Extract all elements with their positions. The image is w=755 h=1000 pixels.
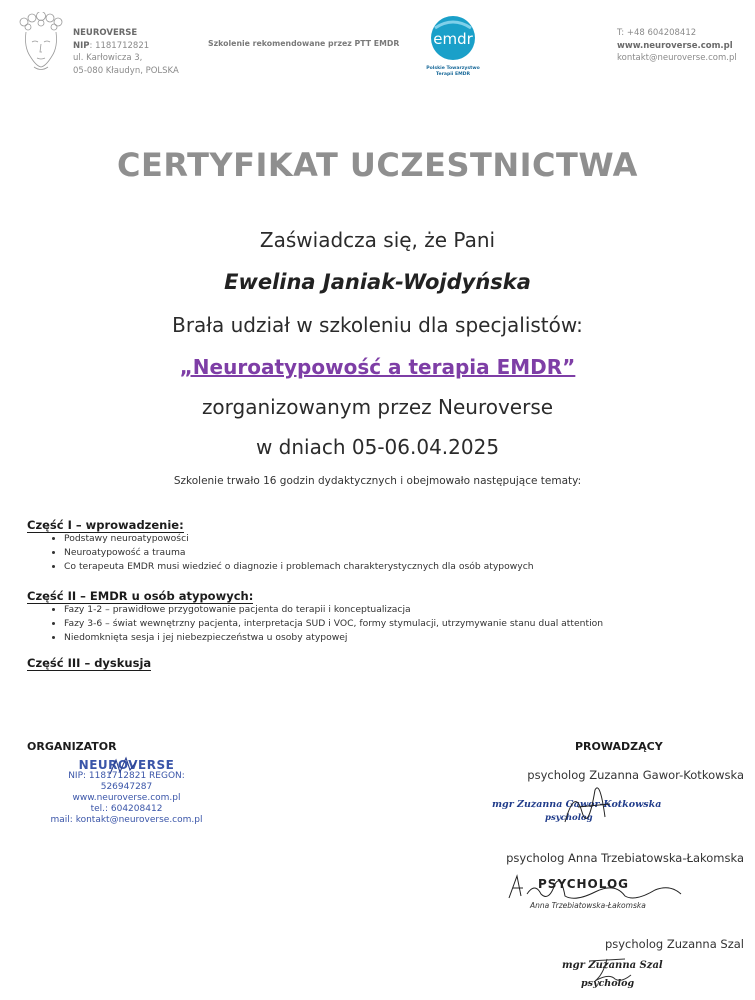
list-item: • Co terapeuta EMDR musi wiedzieć o diagnozie i problemach charakterystycznych dla osób atypowych xyxy=(64,560,534,574)
presenter-2-signature-icon xyxy=(505,872,685,908)
org-street: ul. Karłowicza 3, xyxy=(73,53,143,63)
recommendation-text: Szkolenie rekomendowane przez PTT EMDR xyxy=(208,39,400,48)
section-3-heading-text: Część III – dyskusja xyxy=(27,656,152,670)
presenter-2-title-text: psycholog Anna Trzebiatowska-Łakomska xyxy=(506,851,744,865)
section-1-list xyxy=(46,532,534,574)
participation-line: Brała udział w szkoleniu dla specjalistów: xyxy=(172,313,583,337)
presenter-1-title-text: psycholog Zuzanna Gawor-Kotkowska xyxy=(527,768,744,782)
certificate-title: CERTYFIKAT UCZESTNICTWA xyxy=(117,146,638,184)
presenter-3-stamp-line-2: psycholog xyxy=(581,978,635,989)
dates-line: w dniach 05-06.04.2025 xyxy=(255,435,500,459)
presenter-2-stamp-line-2: Anna Trzebiatowska-Łakomska xyxy=(530,901,646,910)
contact-website: www.neuroverse.com.pl xyxy=(617,40,733,51)
stamp-name: NEUROVERSE xyxy=(78,758,175,772)
participant-name: Ewelina Janiak-Wojdyńska xyxy=(224,270,531,294)
emdr-caption-1: Polskie Towarzystwo xyxy=(426,66,480,71)
organized-by-line: zorganizowanym przez Neuroverse xyxy=(201,395,554,419)
intro-line: Zaświadcza się, że Pani xyxy=(259,228,496,252)
section-3-heading xyxy=(27,656,151,670)
presenter-1-stamp-line-1: mgr Zuzanna Gawor-Kotkowska xyxy=(492,799,662,810)
contact-phone: T: +48 604208412 xyxy=(617,28,697,38)
presenter-2-stamp-line-1: PSYCHOLOG xyxy=(538,877,630,891)
presenter-1-stamp-line-2: psycholog xyxy=(545,813,593,823)
nip-value: : 1181712821 xyxy=(89,40,150,51)
emdr-caption-2: Terapii EMDR xyxy=(435,72,471,77)
list-item: • Niedomknięta sesja i jej niebezpieczeństwa u osoby atypowej xyxy=(64,631,603,645)
section-2-heading xyxy=(27,589,253,603)
emdr-logo-icon xyxy=(425,14,481,80)
presenters-label: PROWADZĄCY xyxy=(575,740,663,753)
section-1-heading-text: Część I – wprowadzenie: xyxy=(27,518,184,532)
list-item: • Podstawy neuroatypowości xyxy=(64,532,534,546)
list-item: • Fazy 1-2 – prawidłowe przygotowanie pacjenta do terapii i konceptualizacja xyxy=(64,603,603,617)
org-nip xyxy=(73,40,179,53)
stamp-line-2: www.neuroverse.com.pl xyxy=(72,793,181,803)
presenter-3-signature-icon xyxy=(585,955,635,987)
list-item: • Neuroatypowość a trauma xyxy=(64,546,534,560)
presenter-1-signature-icon xyxy=(560,782,620,832)
presenter-3-title-text: psycholog Zuzanna Szal xyxy=(604,937,744,951)
org-city: 05-080 Kłaudyn, POLSKA xyxy=(73,65,179,76)
neuroverse-logo-icon xyxy=(14,12,68,72)
course-title-wrapper xyxy=(0,355,755,379)
section-2-list xyxy=(46,603,603,645)
presenter-3-stamp-line-1: mgr Zuzanna Szal xyxy=(562,960,663,971)
section-2-heading-text: Część II – EMDR u osób atypowych: xyxy=(27,589,254,603)
hours-note: Szkolenie trwało 16 godzin dydaktycznych i obejmowało następujące tematy: xyxy=(173,475,582,487)
contact-info xyxy=(617,27,737,65)
org-name: NEUROVERSE xyxy=(73,28,138,38)
organizer-signature-icon xyxy=(108,756,138,778)
section-1-heading xyxy=(27,518,184,532)
contact-email: kontakt@neuroverse.com.pl xyxy=(617,53,737,63)
stamp-line-1: NIP: 1181712821 REGON: 526947287 xyxy=(68,771,185,792)
course-title: „Neuroatypowość a terapia EMDR” xyxy=(179,355,576,379)
nip-label: NIP xyxy=(73,40,90,51)
stamp-line-4: mail: kontakt@neuroverse.com.pl xyxy=(50,815,203,825)
stamp-line-3: tel.: 604208412 xyxy=(90,804,163,814)
organization-info xyxy=(73,27,179,77)
emdr-logo-text: emdr xyxy=(433,30,473,48)
organizer-label: ORGANIZATOR xyxy=(27,740,117,753)
list-item: • Fazy 3-6 – świat wewnętrzny pacjenta, interpretacja SUD i VOC, formy stymulacji, utrzymywanie stanu dual attention xyxy=(64,617,603,631)
